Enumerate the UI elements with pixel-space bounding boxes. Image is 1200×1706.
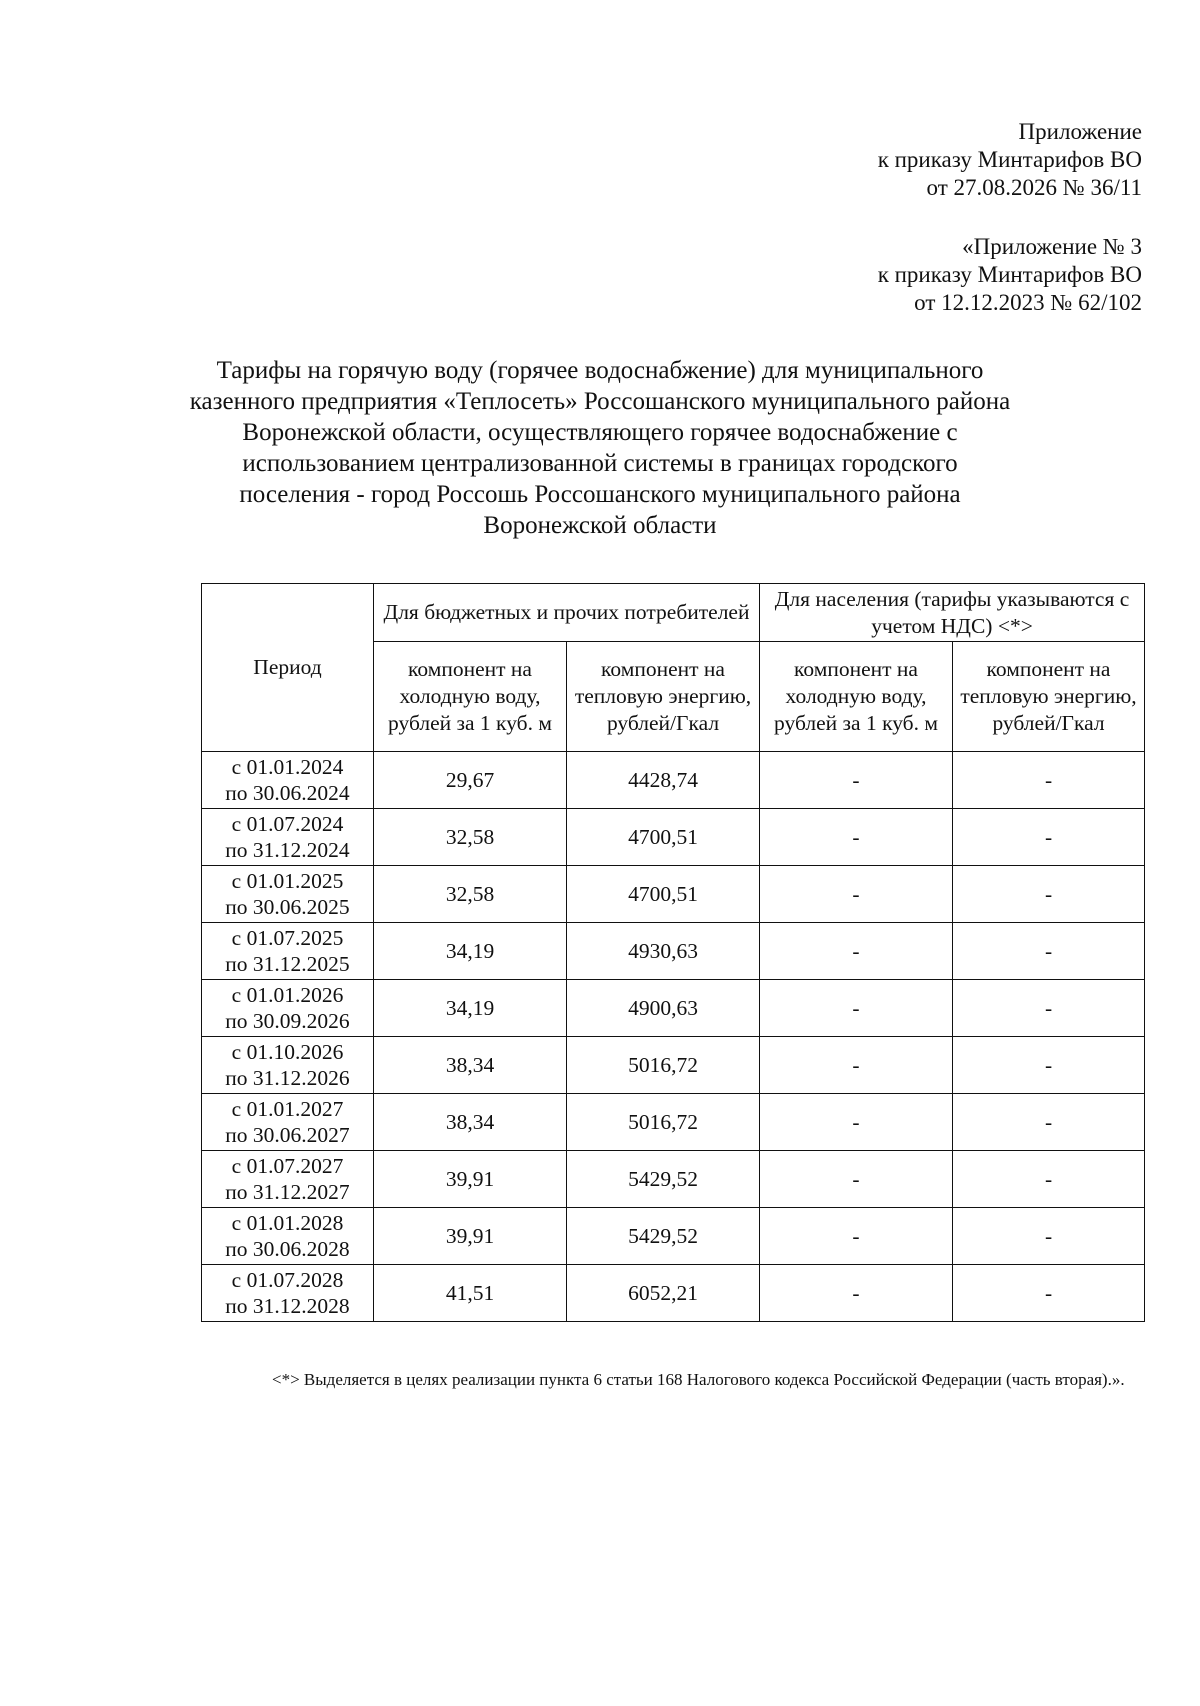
period-from: с 01.07.2024 [231,812,344,836]
budget-heat-energy-cell: 5016,72 [567,1094,760,1151]
period-cell [202,980,374,1037]
budget-cold-water-cell: 39,91 [374,1208,567,1265]
population-cold-water-cell: - [760,980,953,1037]
appendix-line: «Приложение № 3 [962,234,1142,259]
population-cold-water-cell: - [760,923,953,980]
period-cell [202,1037,374,1094]
budget-cold-water-cell: 32,58 [374,866,567,923]
population-cold-water-cell: - [760,752,953,809]
budget-heat-energy-cell: 4930,63 [567,923,760,980]
budget-heat-energy-cell: 4900,63 [567,980,760,1037]
budget-cold-water-cell: 32,58 [374,809,567,866]
budget-heat-energy-cell: 5429,52 [567,1151,760,1208]
period-cell [202,1265,374,1322]
population-heat-energy-cell: - [953,866,1145,923]
period-cell [202,866,374,923]
budget-heat-energy-cell: 5429,52 [567,1208,760,1265]
title-line: казенного предприятия «Теплосеть» Россошанского муниципального района [189,388,1011,415]
title-line: Воронежской области [483,512,717,539]
period-from: с 01.07.2025 [231,926,344,950]
appendix-line: к приказу Минтарифов ВО [877,262,1142,287]
table-row [202,1151,1145,1208]
budget-heat-energy-header: компонент на тепловую энергию, рублей/Гкал [567,642,760,752]
approval-line: к приказу Минтарифов ВО [877,147,1142,172]
period-cell [202,923,374,980]
population-heat-energy-cell: - [953,1208,1145,1265]
period-to: по 31.12.2027 [225,1180,350,1204]
period-to: по 30.06.2027 [225,1123,350,1147]
appendix-reference [878,233,1142,317]
population-heat-energy-cell: - [953,1265,1145,1322]
period-from: с 01.10.2026 [231,1040,344,1064]
document-title [150,355,1050,541]
period-to: по 31.12.2024 [225,838,350,862]
budget-heat-energy-cell: 4428,74 [567,752,760,809]
population-heat-energy-cell: - [953,1037,1145,1094]
budget-cold-water-cell: 41,51 [374,1265,567,1322]
population-cold-water-cell: - [760,866,953,923]
approval-reference [878,118,1142,202]
budget-cold-water-cell: 38,34 [374,1037,567,1094]
period-cell [202,1094,374,1151]
population-cold-water-cell: - [760,1208,953,1265]
period-from: с 01.01.2024 [231,755,344,779]
budget-cold-water-cell: 34,19 [374,980,567,1037]
period-to: по 30.06.2024 [225,781,350,805]
period-from: с 01.01.2028 [231,1211,344,1235]
tariff-table [201,583,1145,1322]
population-cold-water-cell: - [760,1037,953,1094]
period-from: с 01.01.2025 [231,869,344,893]
population-heat-energy-cell: - [953,752,1145,809]
budget-cold-water-cell: 38,34 [374,1094,567,1151]
period-from: с 01.01.2027 [231,1097,344,1121]
period-from: с 01.01.2026 [231,983,344,1007]
title-line: Воронежской области, осуществляющего горячее водоснабжение с [242,419,958,446]
period-to: по 31.12.2025 [225,952,350,976]
budget-cold-water-cell: 34,19 [374,923,567,980]
title-line: использованием централизованной системы в границах городского [242,450,958,477]
period-from: с 01.07.2028 [231,1268,344,1292]
population-cold-water-header: компонент на холодную воду, рублей за 1 куб. м [760,642,953,752]
table-row [202,1037,1145,1094]
approval-line: Приложение [1018,119,1142,144]
population-cold-water-cell: - [760,1151,953,1208]
table-row [202,809,1145,866]
budget-heat-energy-cell: 4700,51 [567,809,760,866]
tariff-table-body [202,752,1145,1322]
period-header: Период [202,584,374,752]
title-line: Тарифы на горячую воду (горячее водоснабжение) для муниципального [216,357,984,384]
budget-consumers-header: Для бюджетных и прочих потребителей [374,584,760,642]
period-to: по 30.06.2025 [225,895,350,919]
population-heat-energy-header: компонент на тепловую энергию, рублей/Гкал [953,642,1145,752]
population-cold-water-cell: - [760,1265,953,1322]
table-row [202,866,1145,923]
period-cell [202,1208,374,1265]
budget-heat-energy-cell: 4700,51 [567,866,760,923]
budget-heat-energy-cell: 6052,21 [567,1265,760,1322]
budget-cold-water-cell: 39,91 [374,1151,567,1208]
table-row [202,752,1145,809]
table-row [202,1265,1145,1322]
period-cell [202,752,374,809]
table-row [202,923,1145,980]
population-cold-water-cell: - [760,1094,953,1151]
period-to: по 31.12.2028 [225,1294,350,1318]
period-cell [202,1151,374,1208]
population-heat-energy-cell: - [953,1094,1145,1151]
population-heat-energy-cell: - [953,980,1145,1037]
period-cell [202,809,374,866]
table-row [202,1094,1145,1151]
title-line: поселения - город Россошь Россошанского муниципального района [239,481,961,508]
appendix-line: от 12.12.2023 № 62/102 [914,290,1142,315]
period-to: по 31.12.2026 [225,1066,350,1090]
table-row [202,980,1145,1037]
budget-cold-water-header: компонент на холодную воду, рублей за 1 куб. м [374,642,567,752]
population-header: Для населения (тарифы указываются с учетом НДС) <*> [760,584,1145,642]
footnote: <*> Выделяется в целях реализации пункта 6 статьи 168 Налогового кодекса Российской Федерации (часть вторая).». [272,1370,1125,1389]
period-from: с 01.07.2027 [231,1154,344,1178]
population-cold-water-cell: - [760,809,953,866]
period-to: по 30.06.2028 [225,1237,350,1261]
approval-line: от 27.08.2026 № 36/11 [926,175,1142,200]
population-heat-energy-cell: - [953,1151,1145,1208]
population-heat-energy-cell: - [953,809,1145,866]
period-to: по 30.09.2026 [225,1009,350,1033]
budget-cold-water-cell: 29,67 [374,752,567,809]
table-row [202,1208,1145,1265]
population-heat-energy-cell: - [953,923,1145,980]
budget-heat-energy-cell: 5016,72 [567,1037,760,1094]
